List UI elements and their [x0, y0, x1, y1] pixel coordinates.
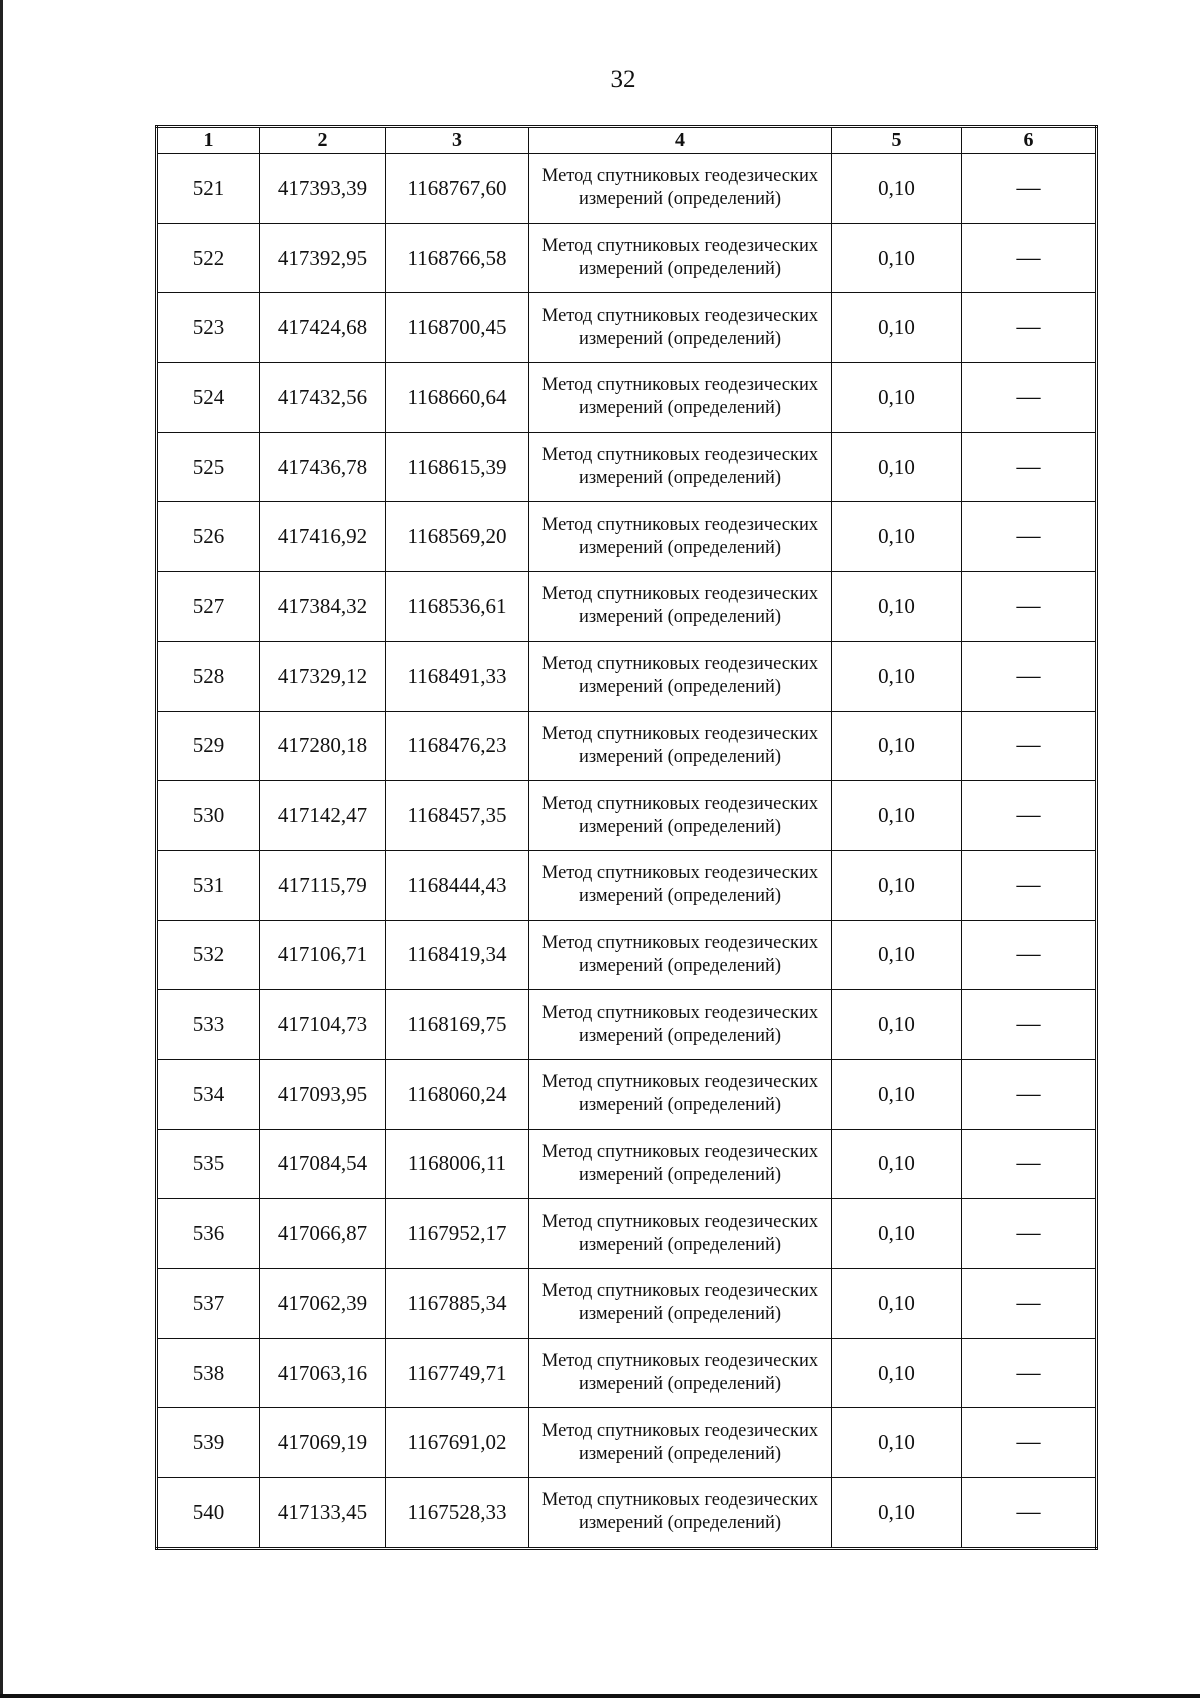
y-coordinate-cell: 1167691,02 — [386, 1408, 529, 1478]
x-coordinate-cell: 417106,71 — [260, 920, 386, 990]
table-row — [157, 641, 1097, 711]
table-row — [157, 293, 1097, 363]
table-header — [157, 127, 1097, 154]
column-header-1: 1 — [157, 127, 260, 154]
point-number-cell: 539 — [157, 1408, 260, 1478]
y-coordinate-cell: 1168476,23 — [386, 711, 529, 781]
accuracy-cell: 0,10 — [832, 432, 962, 502]
description-cell: — — [962, 711, 1097, 781]
column-header-2: 2 — [260, 127, 386, 154]
x-coordinate-cell: 417424,68 — [260, 293, 386, 363]
y-coordinate-cell: 1168491,33 — [386, 641, 529, 711]
point-number-cell: 525 — [157, 432, 260, 502]
x-coordinate-cell: 417063,16 — [260, 1338, 386, 1408]
description-cell: — — [962, 1408, 1097, 1478]
x-coordinate-cell: 417142,47 — [260, 781, 386, 851]
method-cell: Метод спутниковых геодезических измерений (определений) — [529, 1269, 832, 1339]
table-row — [157, 432, 1097, 502]
table-row — [157, 1408, 1097, 1478]
accuracy-cell: 0,10 — [832, 1478, 962, 1549]
method-cell: Метод спутниковых геодезических измерений (определений) — [529, 920, 832, 990]
description-cell: — — [962, 850, 1097, 920]
table-row — [157, 154, 1097, 224]
accuracy-cell: 0,10 — [832, 572, 962, 642]
y-coordinate-cell: 1168536,61 — [386, 572, 529, 642]
point-number-cell: 529 — [157, 711, 260, 781]
method-cell: Метод спутниковых геодезических измерений (определений) — [529, 1338, 832, 1408]
y-coordinate-cell: 1168615,39 — [386, 432, 529, 502]
point-number-cell: 524 — [157, 363, 260, 433]
point-number-cell: 526 — [157, 502, 260, 572]
description-cell: — — [962, 1129, 1097, 1199]
table-row — [157, 502, 1097, 572]
y-coordinate-cell: 1167952,17 — [386, 1199, 529, 1269]
table-body — [157, 154, 1097, 1549]
y-coordinate-cell: 1168766,58 — [386, 223, 529, 293]
coordinates-table — [155, 125, 1098, 1550]
x-coordinate-cell: 417062,39 — [260, 1269, 386, 1339]
method-cell: Метод спутниковых геодезических измерений (определений) — [529, 850, 832, 920]
point-number-cell: 522 — [157, 223, 260, 293]
x-coordinate-cell: 417104,73 — [260, 990, 386, 1060]
method-cell: Метод спутниковых геодезических измерений (определений) — [529, 1478, 832, 1549]
description-cell: — — [962, 572, 1097, 642]
point-number-cell: 530 — [157, 781, 260, 851]
column-header-4: 4 — [529, 127, 832, 154]
description-cell: — — [962, 1059, 1097, 1129]
table-row — [157, 1478, 1097, 1549]
accuracy-cell: 0,10 — [832, 1269, 962, 1339]
x-coordinate-cell: 417093,95 — [260, 1059, 386, 1129]
accuracy-cell: 0,10 — [832, 223, 962, 293]
x-coordinate-cell: 417084,54 — [260, 1129, 386, 1199]
y-coordinate-cell: 1168169,75 — [386, 990, 529, 1060]
accuracy-cell: 0,10 — [832, 1129, 962, 1199]
accuracy-cell: 0,10 — [832, 920, 962, 990]
point-number-cell: 537 — [157, 1269, 260, 1339]
point-number-cell: 536 — [157, 1199, 260, 1269]
description-cell: — — [962, 781, 1097, 851]
point-number-cell: 531 — [157, 850, 260, 920]
description-cell: — — [962, 1338, 1097, 1408]
x-coordinate-cell: 417133,45 — [260, 1478, 386, 1549]
x-coordinate-cell: 417066,87 — [260, 1199, 386, 1269]
accuracy-cell: 0,10 — [832, 781, 962, 851]
x-coordinate-cell: 417436,78 — [260, 432, 386, 502]
point-number-cell: 528 — [157, 641, 260, 711]
accuracy-cell: 0,10 — [832, 293, 962, 363]
point-number-cell: 533 — [157, 990, 260, 1060]
method-cell: Метод спутниковых геодезических измерений (определений) — [529, 432, 832, 502]
y-coordinate-cell: 1167749,71 — [386, 1338, 529, 1408]
point-number-cell: 538 — [157, 1338, 260, 1408]
accuracy-cell: 0,10 — [832, 850, 962, 920]
accuracy-cell: 0,10 — [832, 1408, 962, 1478]
description-cell: — — [962, 1199, 1097, 1269]
point-number-cell: 540 — [157, 1478, 260, 1549]
point-number-cell: 535 — [157, 1129, 260, 1199]
x-coordinate-cell: 417416,92 — [260, 502, 386, 572]
method-cell: Метод спутниковых геодезических измерений (определений) — [529, 1129, 832, 1199]
accuracy-cell: 0,10 — [832, 1199, 962, 1269]
table-row — [157, 1338, 1097, 1408]
table-row — [157, 1129, 1097, 1199]
column-header-3: 3 — [386, 127, 529, 154]
method-cell: Метод спутниковых геодезических измерений (определений) — [529, 154, 832, 224]
scan-edge-bottom — [0, 1694, 1200, 1698]
method-cell: Метод спутниковых геодезических измерений (определений) — [529, 293, 832, 363]
accuracy-cell: 0,10 — [832, 641, 962, 711]
method-cell: Метод спутниковых геодезических измерений (определений) — [529, 781, 832, 851]
y-coordinate-cell: 1168419,34 — [386, 920, 529, 990]
description-cell: — — [962, 502, 1097, 572]
method-cell: Метод спутниковых геодезических измерений (определений) — [529, 1408, 832, 1478]
y-coordinate-cell: 1168444,43 — [386, 850, 529, 920]
method-cell: Метод спутниковых геодезических измерений (определений) — [529, 990, 832, 1060]
method-cell: Метод спутниковых геодезических измерений (определений) — [529, 641, 832, 711]
y-coordinate-cell: 1168660,64 — [386, 363, 529, 433]
y-coordinate-cell: 1167528,33 — [386, 1478, 529, 1549]
description-cell: — — [962, 432, 1097, 502]
description-cell: — — [962, 1478, 1097, 1549]
y-coordinate-cell: 1168767,60 — [386, 154, 529, 224]
point-number-cell: 534 — [157, 1059, 260, 1129]
scan-edge-left — [0, 0, 3, 1698]
description-cell: — — [962, 363, 1097, 433]
accuracy-cell: 0,10 — [832, 154, 962, 224]
table-row — [157, 1269, 1097, 1339]
accuracy-cell: 0,10 — [832, 1059, 962, 1129]
accuracy-cell: 0,10 — [832, 990, 962, 1060]
table-row — [157, 1059, 1097, 1129]
x-coordinate-cell: 417384,32 — [260, 572, 386, 642]
description-cell: — — [962, 1269, 1097, 1339]
method-cell: Метод спутниковых геодезических измерений (определений) — [529, 363, 832, 433]
x-coordinate-cell: 417069,19 — [260, 1408, 386, 1478]
accuracy-cell: 0,10 — [832, 1338, 962, 1408]
method-cell: Метод спутниковых геодезических измерений (определений) — [529, 1059, 832, 1129]
point-number-cell: 527 — [157, 572, 260, 642]
description-cell: — — [962, 154, 1097, 224]
table-row — [157, 223, 1097, 293]
method-cell: Метод спутниковых геодезических измерений (определений) — [529, 711, 832, 781]
accuracy-cell: 0,10 — [832, 502, 962, 572]
method-cell: Метод спутниковых геодезических измерений (определений) — [529, 1199, 832, 1269]
table-row — [157, 1199, 1097, 1269]
point-number-cell: 532 — [157, 920, 260, 990]
y-coordinate-cell: 1168006,11 — [386, 1129, 529, 1199]
description-cell: — — [962, 990, 1097, 1060]
x-coordinate-cell: 417115,79 — [260, 850, 386, 920]
table-row — [157, 781, 1097, 851]
table-row — [157, 363, 1097, 433]
table-row — [157, 572, 1097, 642]
description-cell: — — [962, 293, 1097, 363]
header-row — [157, 127, 1097, 154]
table-row — [157, 920, 1097, 990]
y-coordinate-cell: 1168060,24 — [386, 1059, 529, 1129]
method-cell: Метод спутниковых геодезических измерений (определений) — [529, 572, 832, 642]
point-number-cell: 521 — [157, 154, 260, 224]
x-coordinate-cell: 417393,39 — [260, 154, 386, 224]
page-number: 32 — [610, 66, 636, 93]
description-cell: — — [962, 641, 1097, 711]
accuracy-cell: 0,10 — [832, 363, 962, 433]
x-coordinate-cell: 417329,12 — [260, 641, 386, 711]
method-cell: Метод спутниковых геодезических измерений (определений) — [529, 223, 832, 293]
column-header-5: 5 — [832, 127, 962, 154]
table-row — [157, 990, 1097, 1060]
x-coordinate-cell: 417280,18 — [260, 711, 386, 781]
point-number-cell: 523 — [157, 293, 260, 363]
x-coordinate-cell: 417432,56 — [260, 363, 386, 433]
table-row — [157, 711, 1097, 781]
description-cell: — — [962, 920, 1097, 990]
y-coordinate-cell: 1167885,34 — [386, 1269, 529, 1339]
accuracy-cell: 0,10 — [832, 711, 962, 781]
column-header-6: 6 — [962, 127, 1097, 154]
y-coordinate-cell: 1168457,35 — [386, 781, 529, 851]
method-cell: Метод спутниковых геодезических измерений (определений) — [529, 502, 832, 572]
y-coordinate-cell: 1168700,45 — [386, 293, 529, 363]
description-cell: — — [962, 223, 1097, 293]
y-coordinate-cell: 1168569,20 — [386, 502, 529, 572]
x-coordinate-cell: 417392,95 — [260, 223, 386, 293]
table-row — [157, 850, 1097, 920]
